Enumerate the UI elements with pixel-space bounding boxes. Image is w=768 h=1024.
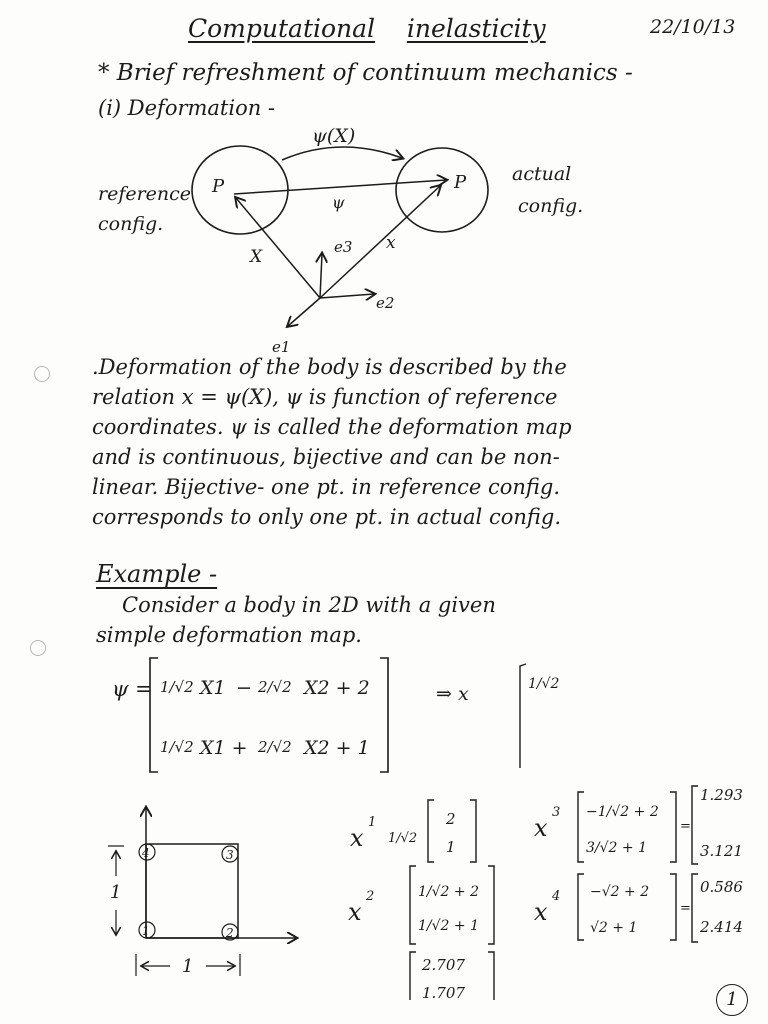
row2-coef-c: 2/√2 xyxy=(258,738,292,756)
actual-body xyxy=(396,148,488,232)
scribble-bracket xyxy=(520,664,526,768)
side-label-horizontal: 1 xyxy=(182,956,194,977)
x4-num-row2: 2.414 xyxy=(700,918,743,936)
actual-config-label-1: actual xyxy=(512,163,572,185)
unit-square xyxy=(146,844,238,938)
x1-row2: 1 xyxy=(446,838,456,856)
row2-X1: X1 + xyxy=(200,737,248,759)
paragraph-line: relation x = ψ(X), ψ is function of reference xyxy=(92,385,558,409)
paragraph-line: and is continuous, bijective and can be non- xyxy=(92,445,560,469)
basis-e3-label: e3 xyxy=(334,238,353,256)
x3-num-row2: 3.121 xyxy=(700,842,743,860)
row2-coef-a: 1/√2 xyxy=(160,738,194,756)
x3-row2: 3/√2 + 1 xyxy=(586,840,647,856)
corner-3: 3 xyxy=(226,848,234,862)
corner-results xyxy=(328,780,768,1000)
paragraph-line: coordinates. ψ is called the deformation map xyxy=(92,415,572,439)
actual-config-label-2: config. xyxy=(518,195,584,217)
title-word-computational: Computational xyxy=(188,14,376,43)
row2-X2: X2 + 1 xyxy=(304,737,370,759)
row1-coef-a: 1/√2 xyxy=(160,678,194,696)
section-heading: * Brief refreshment of continuum mechanics - xyxy=(98,60,633,86)
example-line-1: Consider a body in 2D with a given xyxy=(122,593,496,617)
x4-label: x xyxy=(534,898,548,926)
psi-label: ψ xyxy=(332,193,345,212)
paragraph-line: corresponds to only one pt. in actual config. xyxy=(92,505,562,529)
reference-body xyxy=(192,146,288,234)
side-label-vertical: 1 xyxy=(110,882,122,903)
x4-sup: 4 xyxy=(552,889,561,904)
x1-label: x xyxy=(350,824,364,852)
basis-e3-line xyxy=(320,254,322,298)
scribble-text: 1/√2 xyxy=(528,676,560,692)
x1-factor: 1/√2 xyxy=(388,831,418,846)
x2-num-row2: 1.707 xyxy=(422,984,465,1000)
row1-X2: X2 + 2 xyxy=(304,677,370,699)
x1-row1: 2 xyxy=(446,810,456,828)
x2-row1: 1/√2 + 2 xyxy=(418,884,479,900)
row1-X1: X1 xyxy=(200,677,226,699)
implies-x: ⇒ x xyxy=(436,683,469,705)
basis-e1-label: e1 xyxy=(272,338,291,356)
psi-arrow xyxy=(234,180,446,194)
example-heading: Example - xyxy=(96,560,218,588)
vector-x-label: x xyxy=(386,233,396,253)
basis-e1-line xyxy=(288,298,320,326)
map-label: ψ(X) xyxy=(312,125,356,147)
x4-row2: √2 + 1 xyxy=(590,920,638,936)
x2-num-row1: 2.707 xyxy=(422,956,465,974)
vector-X-line xyxy=(236,198,320,298)
x2-label: x xyxy=(348,898,362,926)
row1-coef-c: 2/√2 xyxy=(258,678,292,696)
corner-1: 1 xyxy=(142,924,150,938)
x1-sup: 1 xyxy=(368,815,377,830)
x4-num-row1: 0.586 xyxy=(700,878,743,896)
paragraph-line: linear. Bijective- one pt. in reference config. xyxy=(92,475,561,499)
reference-config-label-1: reference xyxy=(98,183,192,205)
reference-config-label-2: config. xyxy=(98,213,164,235)
subsection-heading: (i) Deformation - xyxy=(98,96,276,120)
x4-eq: = xyxy=(680,901,691,916)
vector-X-label: X xyxy=(250,247,263,267)
title-word-inelasticity: inelasticity xyxy=(406,14,546,43)
point-P-actual: P xyxy=(454,172,467,193)
page-date: 22/10/13 xyxy=(650,16,736,38)
x3-label: x xyxy=(534,814,548,842)
deformation-diagram xyxy=(0,0,768,360)
x2-row2: 1/√2 + 1 xyxy=(418,918,479,934)
row1-operator: − xyxy=(236,677,252,699)
x3-num-row1: 1.293 xyxy=(700,786,743,804)
x3-eq: = xyxy=(680,819,691,834)
basis-e2-line xyxy=(320,294,374,298)
x2-sup: 2 xyxy=(366,889,375,904)
psi-equals: ψ = xyxy=(112,677,153,701)
x3-row1: −1/√2 + 2 xyxy=(586,804,659,820)
page-number: 1 xyxy=(716,984,748,1016)
example-line-2: simple deformation map. xyxy=(96,623,362,647)
x3-sup: 3 xyxy=(552,805,561,820)
deformation-description xyxy=(92,352,762,532)
punch-hole-top xyxy=(34,366,50,382)
corner-4: 4 xyxy=(142,846,150,860)
basis-e2-label: e2 xyxy=(376,294,395,312)
paragraph-line: .Deformation of the body is described by the xyxy=(92,355,567,379)
point-P-reference: P xyxy=(212,176,225,197)
example-text xyxy=(96,590,496,650)
corner-2: 2 xyxy=(226,926,234,940)
x4-row1: −√2 + 2 xyxy=(590,884,650,900)
deformation-map-matrix xyxy=(0,648,768,788)
map-arrow xyxy=(282,147,402,160)
